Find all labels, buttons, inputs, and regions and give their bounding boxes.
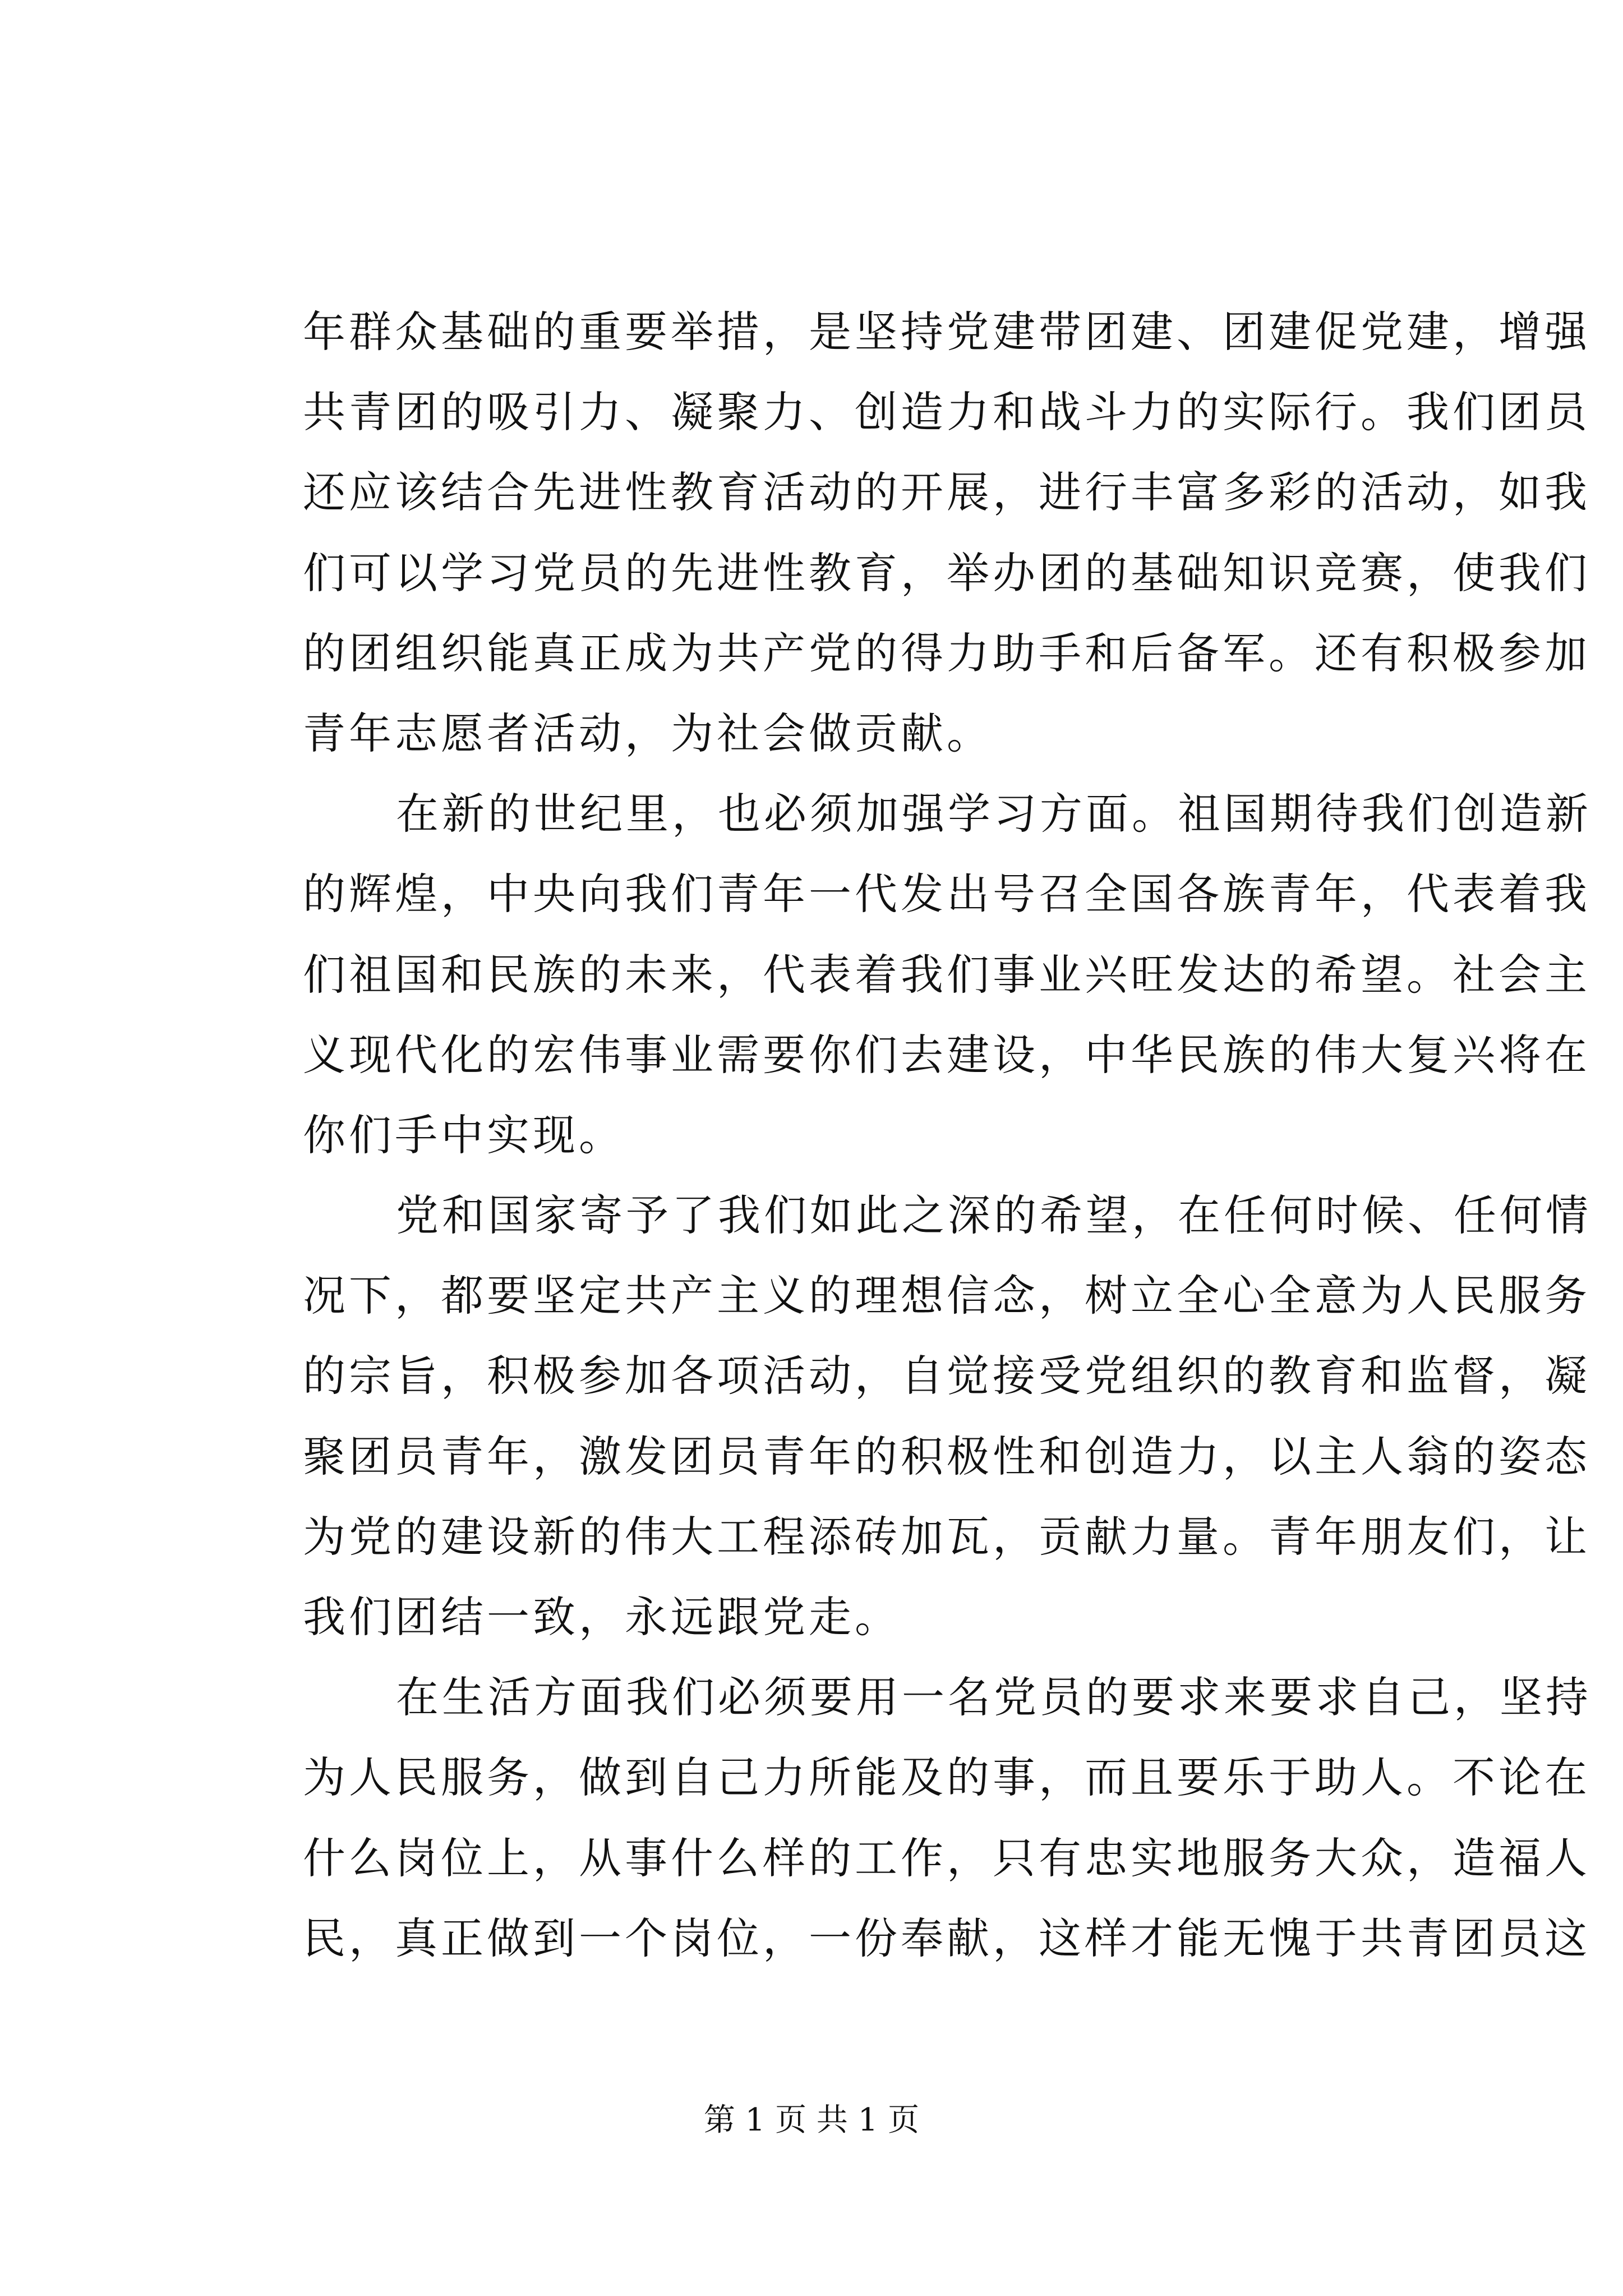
text-line: 你们手中实现。 — [303, 1110, 625, 1160]
text-line: 为人民服务，做到自己力所能及的事，而且要乐于助人。不论在 — [303, 1752, 1590, 1803]
text-line: 共青团的吸引力、凝聚力、创造力和战斗力的实际行。我们团员 — [303, 387, 1590, 438]
text-line-paragraph-start: 在生活方面我们必须要用一名党员的要求来要求自己，坚持 — [396, 1672, 1592, 1723]
text-line: 年群众基础的重要举措，是坚持党建带团建、团建促党建，增强 — [303, 307, 1590, 357]
text-line: 的辉煌，中央向我们青年一代发出号召全国各族青年，代表着我 — [303, 869, 1590, 919]
text-line: 还应该结合先进性教育活动的开展，进行丰富多彩的活动，如我 — [303, 467, 1590, 518]
text-line: 我们团结一致，永远跟党走。 — [303, 1592, 901, 1642]
text-line: 青年志愿者活动，为社会做贡献。 — [303, 708, 993, 758]
text-line: 义现代化的宏伟事业需要你们去建设，中华民族的伟大复兴将在 — [303, 1029, 1590, 1080]
page-footer: 第 1 页 共 1 页 — [703, 2102, 920, 2138]
text-line: 民，真正做到一个岗位，一份奉献，这样才能无愧于共青团员这 — [303, 1913, 1590, 1963]
text-line: 聚团员青年，激发团员青年的积极性和创造力，以主人翁的姿态 — [303, 1431, 1590, 1481]
text-line: 什么岗位上，从事什么样的工作，只有忠实地服务大众，造福人 — [303, 1833, 1590, 1883]
text-line: 的宗旨，积极参加各项活动，自觉接受党组织的教育和监督，凝 — [303, 1351, 1590, 1401]
text-line: 况下，都要坚定共产主义的理想信念，树立全心全意为人民服务 — [303, 1271, 1590, 1321]
text-line: 的团组织能真正成为共产党的得力助手和后备军。还有积极参加 — [303, 628, 1590, 678]
text-line-paragraph-start: 党和国家寄予了我们如此之深的希望，在任何时候、任何情 — [396, 1190, 1592, 1241]
text-line: 们可以学习党员的先进性教育，举办团的基础知识竞赛，使我们 — [303, 547, 1590, 598]
text-line-paragraph-start: 在新的世纪里，也必须加强学习方面。祖国期待我们创造新 — [396, 789, 1592, 839]
text-line: 为党的建设新的伟大工程添砖加瓦，贡献力量。青年朋友们，让 — [303, 1511, 1590, 1562]
body-text — [303, 292, 1592, 1978]
text-line: 们祖国和民族的未来，代表着我们事业兴旺发达的希望。社会主 — [303, 949, 1590, 1000]
